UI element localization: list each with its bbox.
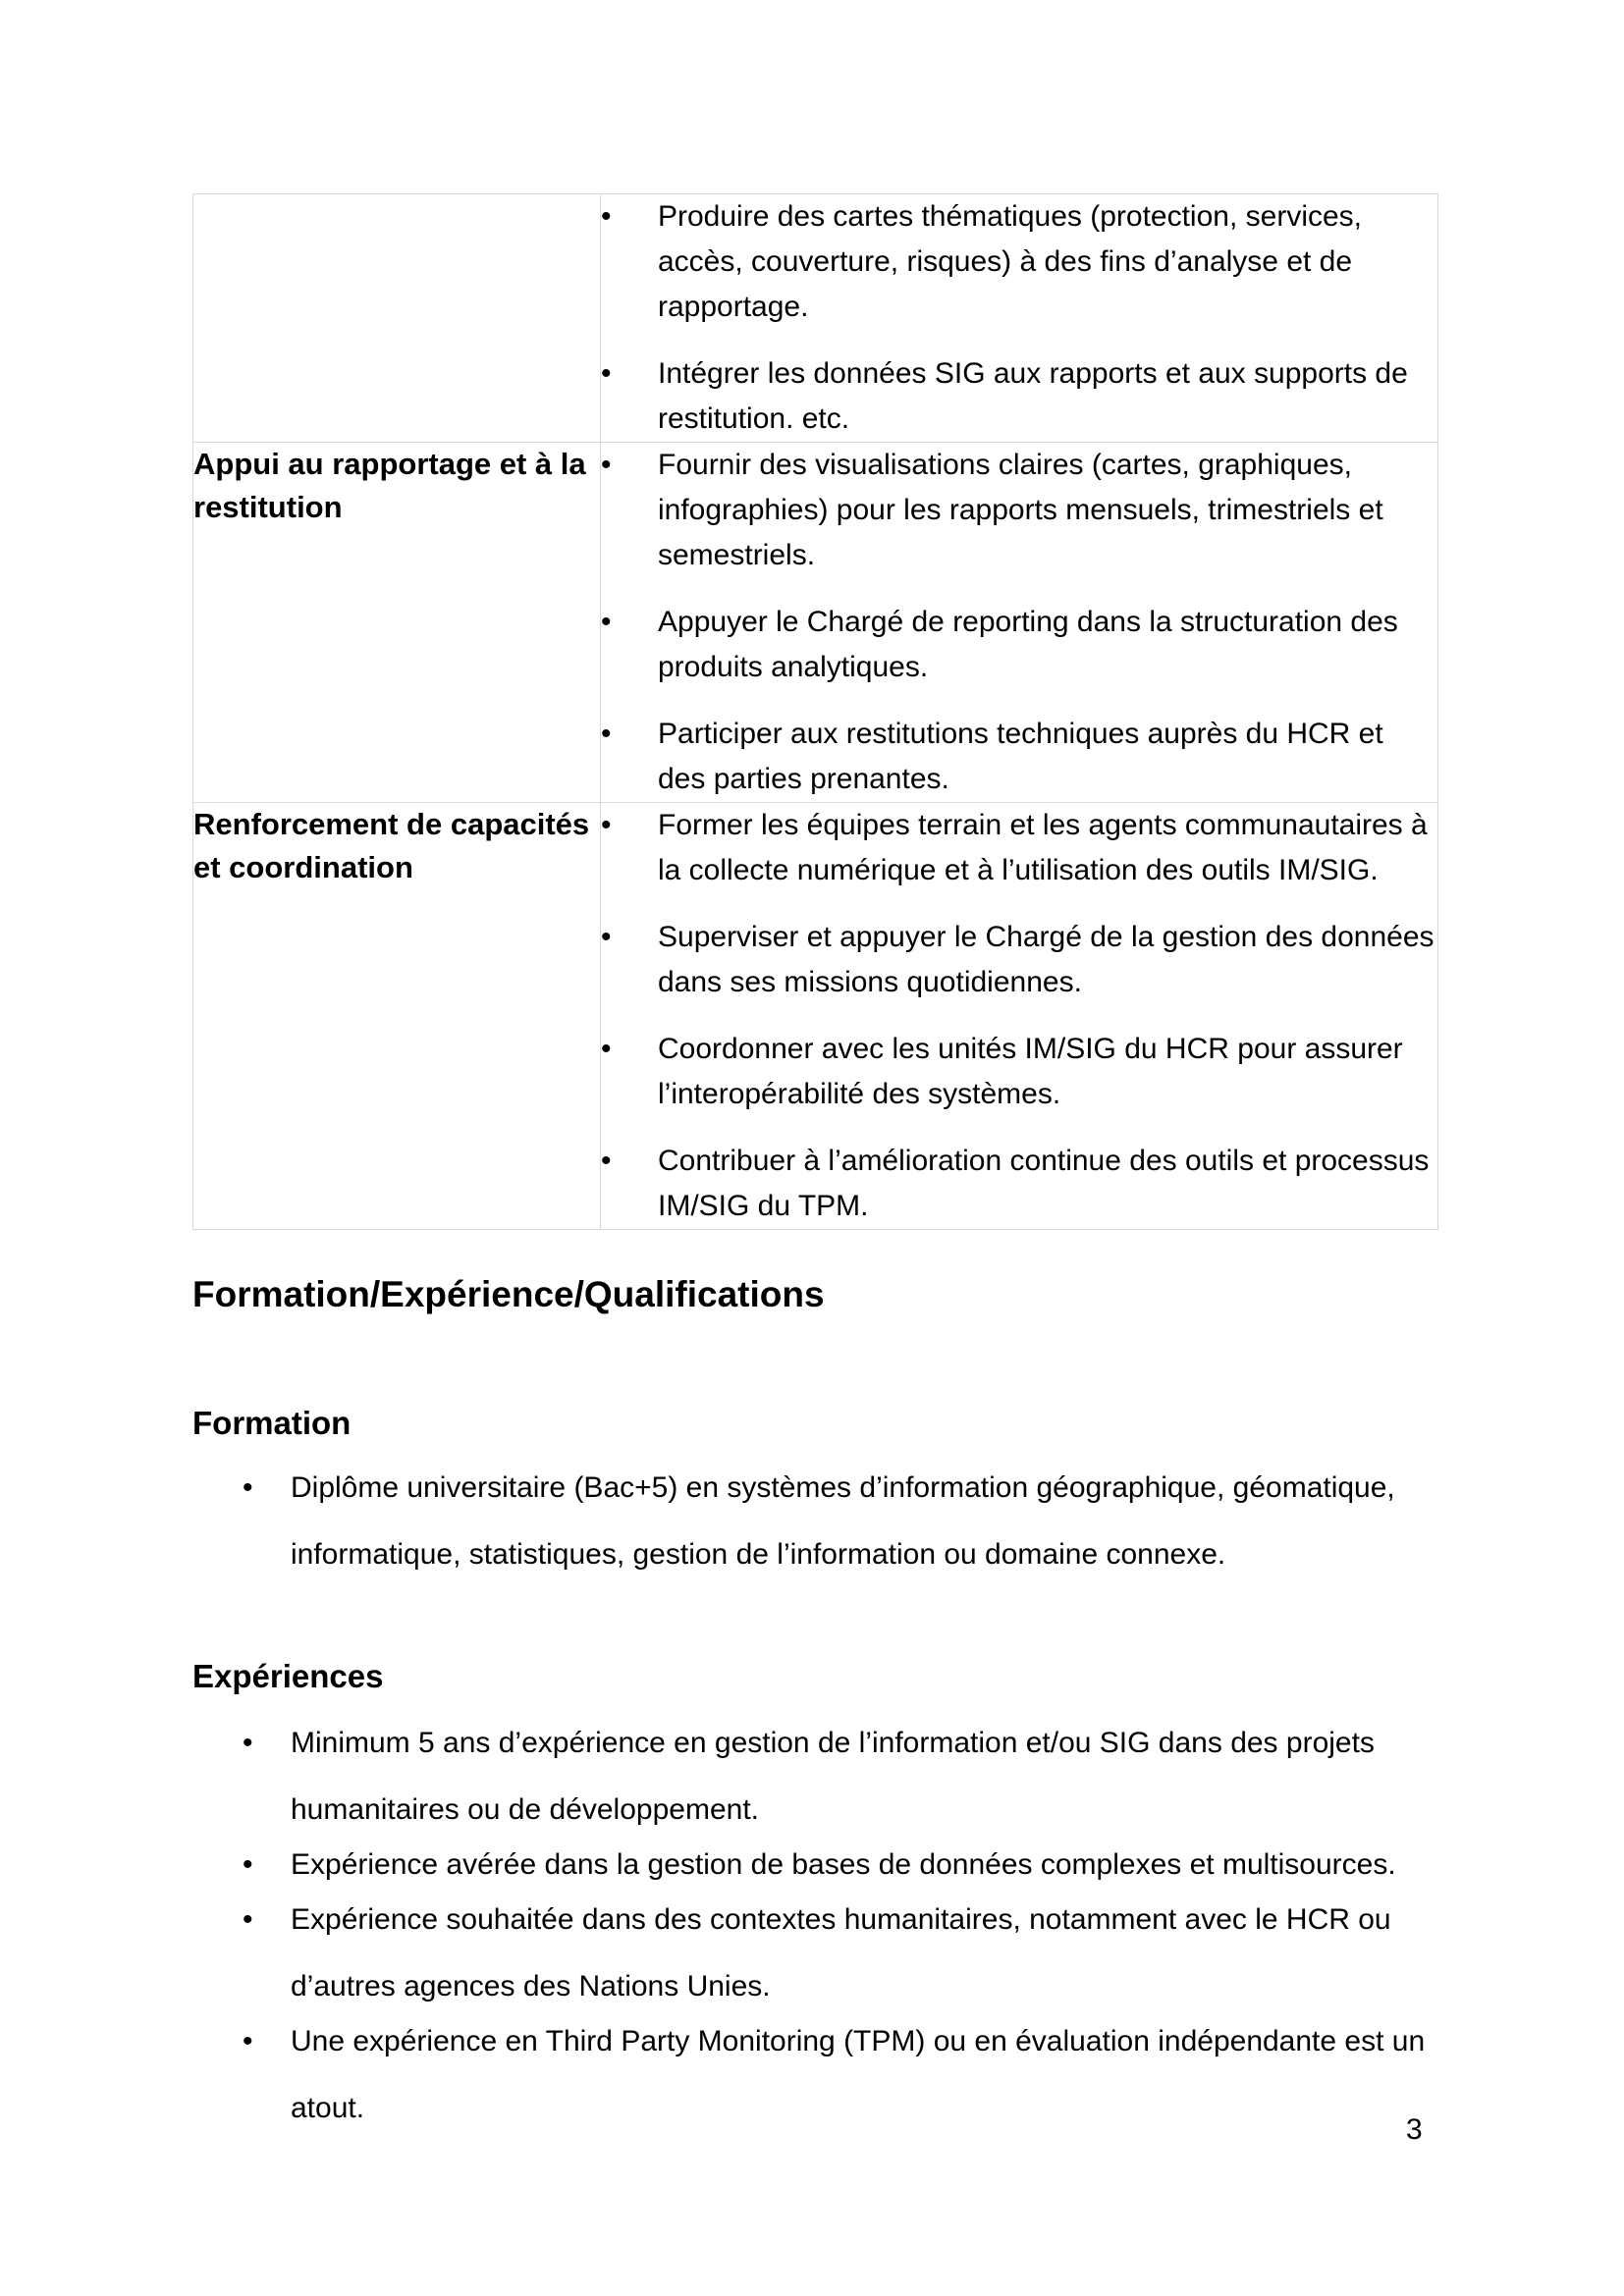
- task-text: Produire des cartes thématiques (protection, services, accès, couverture, risques) à des fins d’analyse et de rapportage.: [658, 200, 1362, 323]
- list-item: [601, 1139, 1437, 1229]
- task-text: Participer aux restitutions techniques auprès du HCR et des parties prenantes.: [658, 718, 1383, 795]
- section-heading-formation: Formation: [192, 1405, 352, 1441]
- list-item: [192, 1710, 1449, 1843]
- bullet-text: Expérience avérée dans la gestion de bases de données complexes et multisources.: [291, 1848, 1396, 1881]
- task-list: [601, 803, 1437, 1229]
- task-text: Appuyer le Chargé de reporting dans la structuration des produits analytiques.: [658, 606, 1398, 683]
- row-tasks-cell: [601, 443, 1438, 803]
- table-row: [193, 803, 1438, 1230]
- bullet-icon: •: [601, 200, 612, 233]
- section-heading-qualifications: Formation/Expérience/Qualifications: [192, 1274, 825, 1314]
- row-title-cell: Renforcement de capacités et coordination: [193, 803, 601, 1230]
- bullet-icon: •: [601, 1033, 612, 1065]
- list-item: [601, 803, 1437, 893]
- experiences-list: [192, 1710, 1449, 2130]
- list-item: [601, 351, 1437, 442]
- list-item: [601, 194, 1437, 330]
- bullet-icon: •: [601, 718, 612, 750]
- list-item: [192, 1455, 1449, 1588]
- row-tasks-cell: [601, 194, 1438, 443]
- bullet-text: Expérience souhaitée dans des contextes humanitaires, notamment avec le HCR ou d’autres agences des Nations Unies.: [291, 1903, 1391, 2002]
- bullet-text: Diplôme universitaire (Bac+5) en systèmes d’information géographique, géomatique, informatique, statistiques, gestion de l’information ou domaine connexe.: [291, 1471, 1395, 1571]
- row-tasks-cell: [601, 803, 1438, 1230]
- list-item: [192, 2008, 1449, 2142]
- bullet-icon: •: [243, 1848, 253, 1881]
- page-number: 3: [1406, 2113, 1423, 2146]
- bullet-icon: •: [601, 921, 612, 953]
- task-list: [601, 194, 1437, 442]
- bullet-icon: •: [601, 357, 612, 390]
- bullet-icon: •: [601, 449, 612, 481]
- list-item: [601, 915, 1437, 1005]
- list-item: [192, 1887, 1449, 2020]
- task-text: Superviser et appuyer le Chargé de la gestion des données dans ses missions quotidiennes.: [658, 921, 1435, 998]
- bullet-text: Minimum 5 ans d’expérience en gestion de l’information et/ou SIG dans des projets humanitaires ou de développement.: [291, 1727, 1375, 1826]
- bullet-icon: •: [601, 809, 612, 841]
- list-item: [601, 712, 1437, 802]
- list-item: [601, 1027, 1437, 1117]
- responsibilities-table: [192, 193, 1438, 1230]
- bullet-icon: •: [243, 1727, 253, 1759]
- task-text: Fournir des visualisations claires (cartes, graphiques, infographies) pour les rapports mensuels, trimestriels et semestriels.: [658, 449, 1383, 571]
- task-text: Contribuer à l’amélioration continue des outils et processus IM/SIG du TPM.: [658, 1145, 1430, 1222]
- bullet-icon: •: [601, 1145, 612, 1177]
- task-text: Former les équipes terrain et les agents communautaires à la collecte numérique et à l’utilisation des outils IM/SIG.: [658, 809, 1428, 886]
- list-item: [601, 443, 1437, 578]
- task-text: Coordonner avec les unités IM/SIG du HCR pour assurer l’interopérabilité des systèmes.: [658, 1033, 1403, 1110]
- table-row: [193, 443, 1438, 803]
- bullet-icon: •: [601, 606, 612, 638]
- task-text: Intégrer les données SIG aux rapports et aux supports de restitution. etc.: [658, 357, 1408, 435]
- bullet-icon: •: [243, 1903, 253, 1936]
- formation-list: [192, 1455, 1449, 1576]
- bullet-icon: •: [243, 1471, 253, 1504]
- list-item: [601, 600, 1437, 690]
- row-title-cell: [193, 194, 601, 443]
- section-heading-experiences: Expériences: [192, 1658, 384, 1694]
- task-list: [601, 443, 1437, 802]
- bullet-icon: •: [243, 2025, 253, 2057]
- bullet-text: Une expérience en Third Party Monitoring (TPM) ou en évaluation indépendante est un atout.: [291, 2025, 1426, 2124]
- table-row: [193, 194, 1438, 443]
- row-title-cell: Appui au rapportage et à la restitution: [193, 443, 601, 803]
